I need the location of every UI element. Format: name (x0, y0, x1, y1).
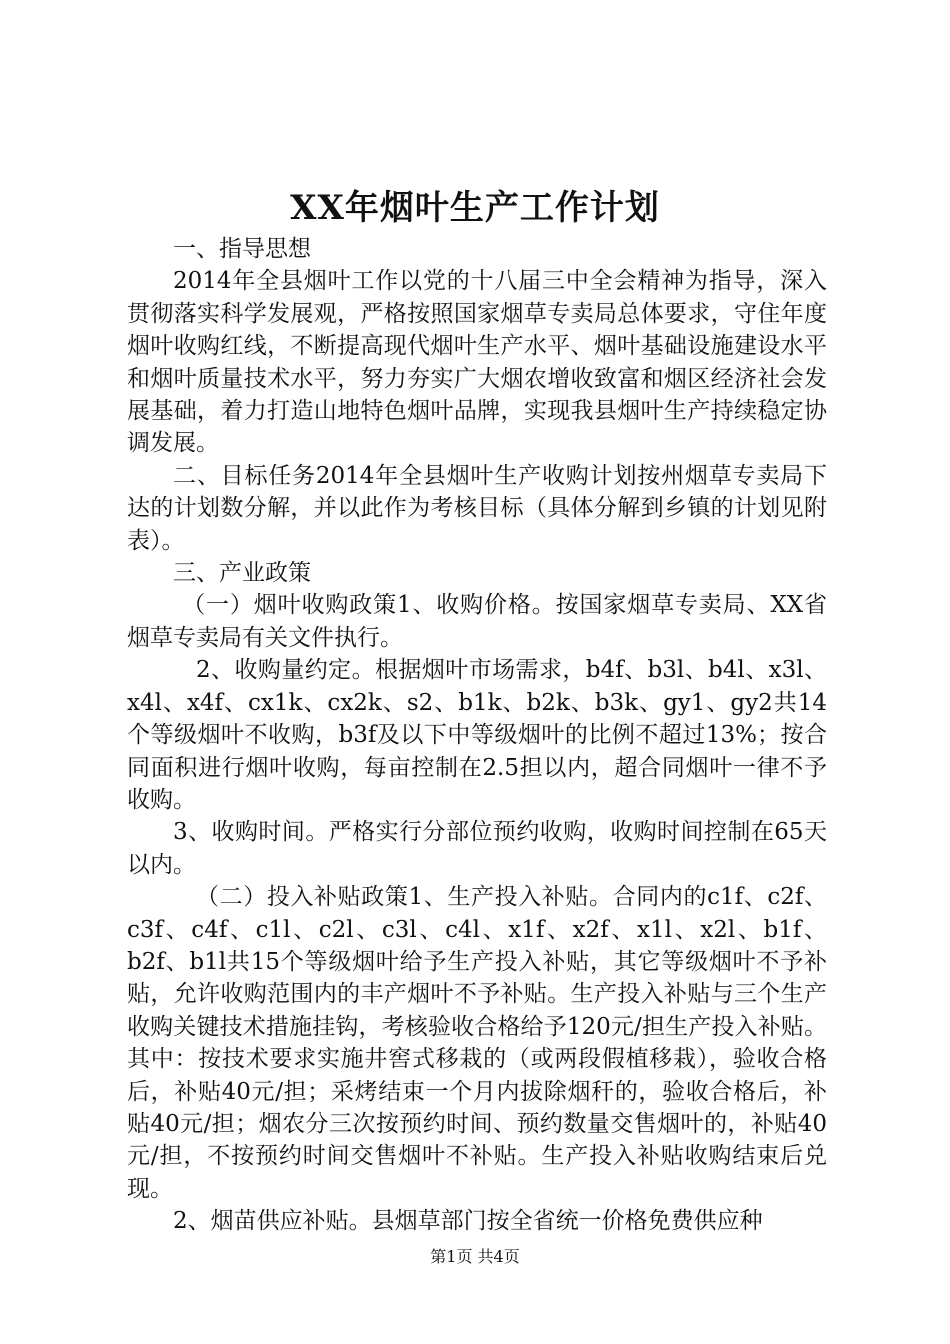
paragraph-subsidy-policy: （二）投入补贴政策1、生产投入补贴。合同内的c1f、c2f、c3f、c4f、c1l、c2l、c3l、c4l、x1f、x2f、x1l、x2l、b1f、b2f、b1l共15个等级烟叶给予生产投入补贴，其它等级烟叶不予补贴，允许收购范围内的丰产烟叶不予补贴。生产投入补贴与三个生产收购关键技术措施挂钩，考核验收合格给予120元/担生产投入补贴。其中：按技术要求实施井窖式移栽的（或两段假植移栽），验收合格后，补贴40元/担；采烤结束一个月内拔除烟秆的，验收合格后，补贴40元/担；烟农分三次按预约时间、预约数量交售烟叶的，补贴40元/担，不按预约时间交售烟叶不补贴。生产投入补贴收购结束后兑现。 (127, 884, 827, 1202)
paragraph-seedling-subsidy: 2、烟苗供应补贴。县烟草部门按全省统一价格免费供应种 (173, 1208, 763, 1235)
paragraph-guiding-ideology: 2014年全县烟叶工作以党的十八届三中全会精神为指导，深入贯彻落实科学发展观，严格按照国家烟草专卖局总体要求，守住年度烟叶收购红线，不断提高现代烟叶生产水平、烟叶基础设施建设水平和烟叶质量技术水平，努力夯实广大烟农增收致富和烟区经济社会发展基础，着力打造山地特色烟叶品牌，实现我县烟叶生产持续稳定协调发展。 (127, 268, 827, 457)
paragraph-targets: 二、目标任务2014年全县烟叶生产收购计划按州烟草专卖局下达的计划数分解，并以此作为考核目标（具体分解到乡镇的计划见附表）。 (127, 462, 827, 554)
document-title: XX年烟叶生产工作计划 (290, 188, 660, 228)
paragraph-purchase-time: 3、收购时间。严格实行分部位预约收购，收购时间控制在65天以内。 (127, 819, 827, 878)
page-footer: 第1页 共4页 (430, 1247, 520, 1266)
section-heading-3: 三、产业政策 (173, 560, 311, 587)
paragraph-purchase-policy: （一）烟叶收购政策1、收购价格。按国家烟草专卖局、XX省烟草专卖局有关文件执行。 (127, 592, 827, 651)
document-body (127, 233, 827, 1238)
section-heading-1: 一、指导思想 (173, 236, 311, 262)
paragraph-purchase-quantity: 2、收购量约定。根据烟叶市场需求，b4f、b3l、b4l、x3l、x4l、x4f、cx1k、cx2k、s2、b1k、b2k、b3k、gy1、gy2共14个等级烟叶不收购，b3f及以下中等级烟叶的比例不超过13%；按合同面积进行烟叶收购，每亩控制在2.5担以内，超合同烟叶一律不予收购。 (127, 657, 827, 813)
